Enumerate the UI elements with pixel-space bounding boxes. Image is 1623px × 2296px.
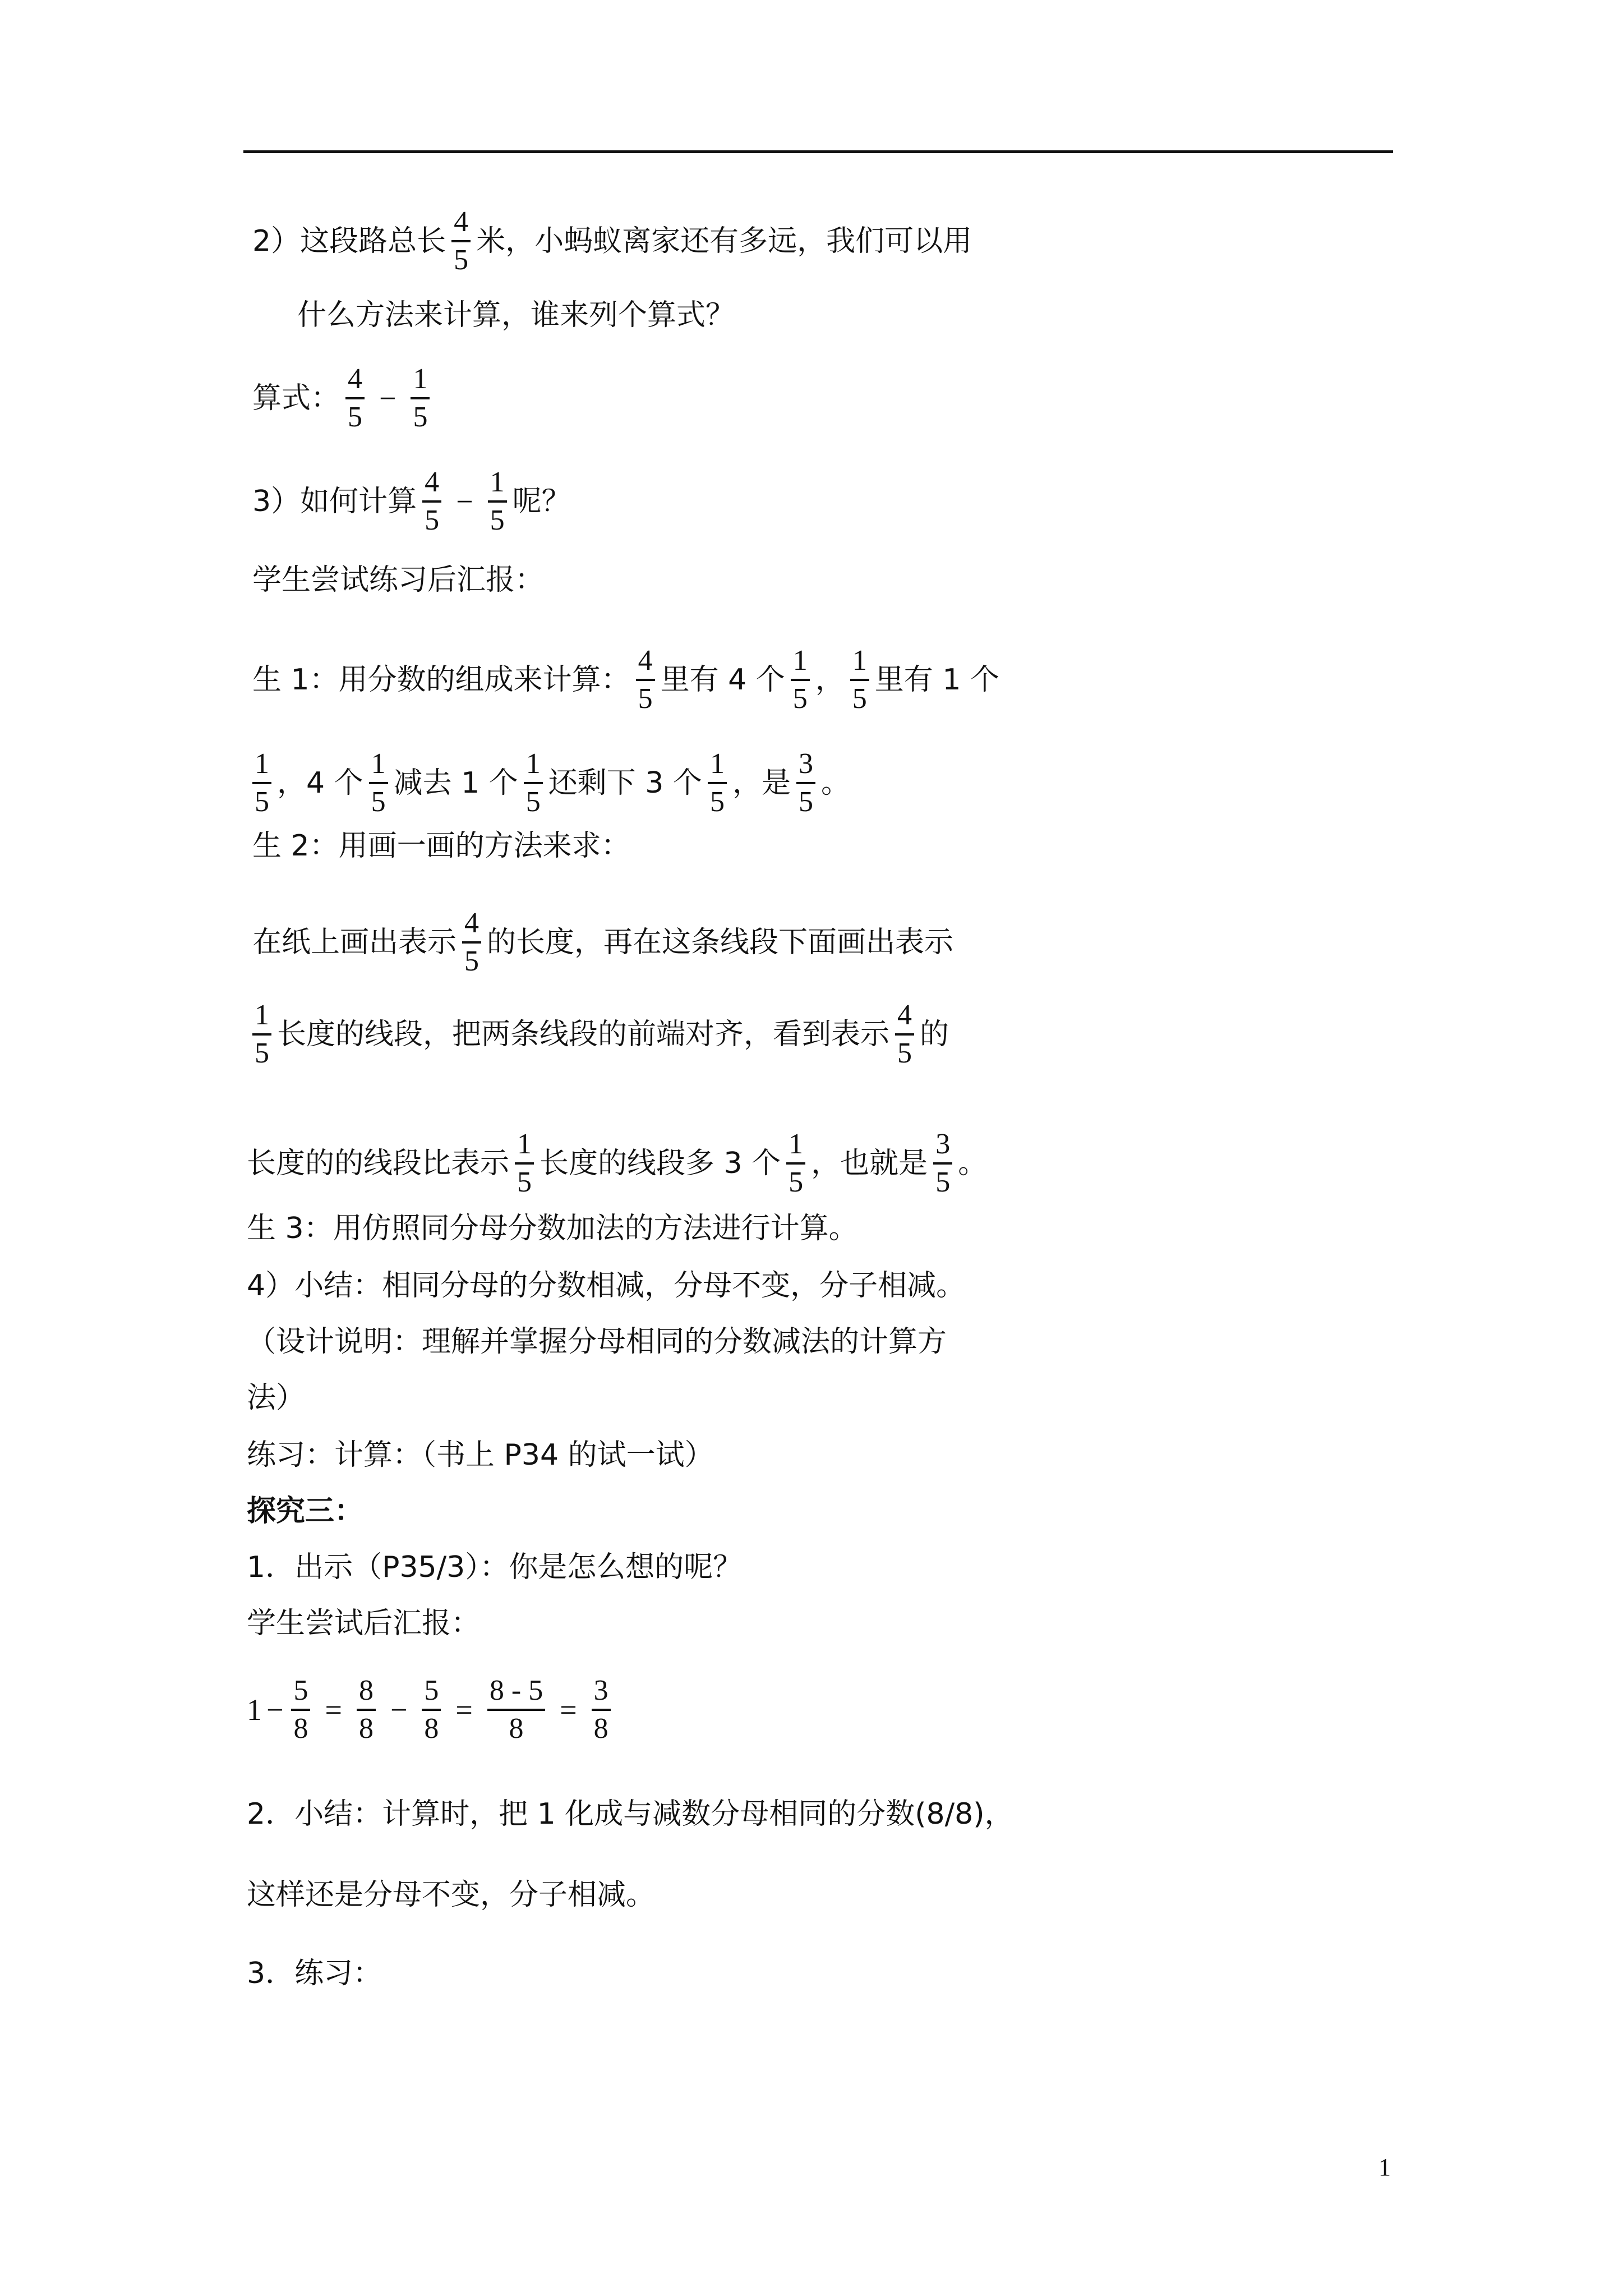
section-heading: [247, 1494, 363, 1528]
text: 生 2：用画一画的方法来求：: [252, 829, 630, 863]
text: 的: [920, 1018, 949, 1051]
minus-sign: −: [456, 485, 473, 518]
fraction: $\frac{5}{8}$: [422, 1675, 441, 1745]
text-line: [247, 1129, 987, 1198]
fraction: $\frac{5}{8}$: [291, 1675, 310, 1745]
fraction: $\frac{1}{5}$: [524, 748, 543, 818]
fraction: $\frac{1}{5}$: [515, 1129, 534, 1198]
text: 生 3：用仿照同分母分数加法的方法进行计算。: [247, 1212, 858, 1245]
fraction: $\frac{1}{5}$: [850, 645, 869, 715]
text: 长度的线段，把两条线段的前端对齐，看到表示: [277, 1018, 890, 1051]
text-line: [247, 1269, 965, 1303]
text: 4）小结：相同分母的分数相减，分母不变，分子相减。: [247, 1269, 966, 1303]
text: 2）这段路总长: [252, 224, 446, 258]
fraction: $\frac{3}{5}$: [933, 1129, 952, 1198]
text-line: [247, 1797, 1014, 1831]
text-line: [252, 206, 972, 276]
text: 2．小结：计算时，把 1 化成与减数分母相同的分数(8/8)，: [247, 1797, 1014, 1831]
fraction: $\frac{3}{8}$: [592, 1675, 611, 1745]
text: 呢？: [512, 485, 571, 518]
fraction: $\frac{4}{5}$: [636, 645, 655, 715]
text: （设计说明：理解并掌握分母相同的分数减法的计算方: [247, 1325, 947, 1359]
equation-one: 1: [247, 1693, 262, 1727]
fraction: $\frac{4}{5}$: [422, 467, 441, 536]
fraction: $\frac{4}{5}$: [462, 908, 481, 977]
text-line: [252, 467, 571, 536]
text-line: [252, 1000, 949, 1069]
text: 生 1：用分数的组成来计算：: [252, 663, 630, 697]
fraction: $\frac{8 - 5}{8}$: [487, 1675, 545, 1745]
fraction: $\frac{1}{5}$: [488, 467, 507, 536]
text-line: [247, 1212, 858, 1245]
text-line: [247, 1438, 714, 1472]
text: 还剩下 3 个: [548, 766, 702, 800]
fraction: $\frac{3}{5}$: [796, 748, 815, 818]
page-number: 1: [1378, 2154, 1391, 2181]
fraction: $\frac{1}{5}$: [708, 748, 727, 818]
text-line: [247, 1607, 480, 1640]
text: 3．练习：: [247, 1957, 382, 1990]
text-line: [252, 829, 630, 863]
equals-sign: =: [455, 1693, 473, 1727]
text: 在纸上画出表示: [252, 926, 457, 959]
text-line: [252, 748, 850, 818]
text: 学生尝试后汇报：: [247, 1607, 481, 1640]
text: ，是: [732, 766, 791, 800]
equals-sign: =: [325, 1693, 342, 1727]
minus-sign: −: [379, 381, 396, 415]
equation: [247, 1675, 616, 1745]
text-line: [247, 1957, 382, 1990]
text-line: [247, 1878, 655, 1912]
text: ，也就是: [811, 1147, 928, 1180]
text: ，4 个: [277, 766, 363, 800]
text-line: [252, 563, 544, 597]
text: 减去 1 个: [393, 766, 518, 800]
text-line: [247, 1381, 305, 1415]
text: 3）如何计算: [252, 485, 417, 518]
text: 里有 1 个: [874, 663, 999, 697]
text: 长度的的线段比表示: [247, 1147, 510, 1180]
fraction: $\frac{1}{5}$: [369, 748, 388, 818]
text: 里有 4 个: [660, 663, 785, 697]
text-line: [247, 1550, 742, 1584]
fraction: $\frac{4}{5}$: [345, 364, 365, 433]
fraction: $\frac{1}{5}$: [252, 748, 271, 818]
fraction: $\frac{1}{5}$: [786, 1129, 805, 1198]
text: 什么方法来计算，谁来列个算式？: [297, 298, 735, 332]
text: 这样还是分母不变，分子相减。: [247, 1878, 656, 1912]
text-line: [252, 645, 999, 715]
fraction: $\frac{1}{5}$: [791, 645, 810, 715]
text: 米，小蚂蚁离家还有多远，我们可以用: [476, 224, 972, 258]
text-line: [247, 1325, 947, 1359]
fraction: $\frac{4}{5}$: [895, 1000, 914, 1069]
formula-line: [252, 364, 435, 433]
header-rule: [243, 150, 1393, 153]
minus-sign: −: [266, 1693, 284, 1727]
text: ，: [815, 663, 845, 697]
text: 长度的线段多 3 个: [540, 1147, 781, 1180]
text: 。: [958, 1147, 988, 1180]
fraction: $\frac{8}{8}$: [357, 1675, 376, 1745]
text: 。: [820, 766, 850, 800]
text: 学生尝试练习后汇报：: [252, 563, 545, 597]
fraction: $\frac{1}{5}$: [411, 364, 430, 433]
minus-sign: −: [390, 1693, 408, 1727]
text-line: [297, 298, 735, 332]
text: 练习：计算：（书上 P34 的试一试）: [247, 1438, 714, 1472]
equals-sign: =: [560, 1693, 577, 1727]
text-line: [252, 908, 953, 977]
text: 算式：: [252, 381, 340, 415]
text: 法）: [247, 1381, 306, 1415]
fraction: $\frac{4}{5}$: [451, 206, 471, 276]
fraction: $\frac{1}{5}$: [252, 1000, 271, 1069]
heading-text: 探究三：: [247, 1494, 364, 1528]
text: 1．出示（P35/3）：你是怎么想的呢？: [247, 1550, 743, 1584]
text: 的长度，再在这条线段下面画出表示: [487, 926, 954, 959]
